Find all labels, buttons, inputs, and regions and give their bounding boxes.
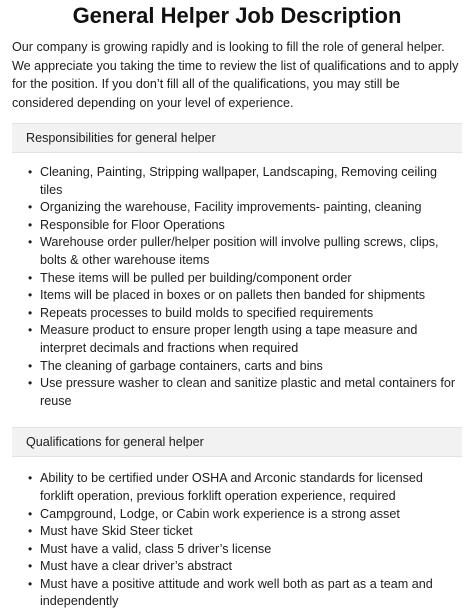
bullet-icon: •	[28, 235, 33, 250]
bullet-icon: •	[28, 305, 33, 320]
bullet-icon: •	[28, 524, 33, 539]
bullet-icon: •	[28, 358, 33, 373]
intro-paragraph: Our company is growing rapidly and is looking to fill the role of general helper. We appreciate you taking the time to review the list of qualifications and to apply for the position. If you don’t fill all of the qualifications, you may still be considered depending on your level of experience.	[12, 40, 459, 110]
list-item: • Ability to be certified under OSHA and Arconic standards for licensed forklift operation, previous forklift operation experience, required	[28, 471, 423, 503]
list-item: • Must have a positive attitude and work well both as part as a team and independently	[28, 576, 433, 609]
list-item: • Cleaning, Painting, Stripping wallpaper, Landscaping, Removing ceiling tiles	[28, 165, 437, 197]
list-item: • Warehouse order puller/helper position will involve pulling screws, clips, bolts & other warehouse items	[28, 235, 439, 267]
list-item: • Organizing the warehouse, Facility improvements- painting, cleaning	[40, 199, 462, 217]
list-item: • Campground, Lodge, or Cabin work experience is a strong asset	[40, 506, 462, 524]
bullet-icon: •	[28, 559, 33, 574]
list-item: • Responsible for Floor Operations	[40, 217, 462, 235]
bullet-icon: •	[28, 541, 33, 556]
list-item: • Must have a valid, class 5 driver’s license	[40, 541, 462, 559]
bullet-icon: •	[28, 576, 33, 591]
bullet-icon: •	[28, 270, 33, 285]
bullet-icon: •	[28, 217, 33, 232]
list-item: • Repeats processes to build molds to specified requirements	[40, 305, 462, 323]
bullet-icon: •	[28, 200, 33, 215]
qualifications-list	[12, 470, 462, 611]
bullet-icon: •	[28, 288, 33, 303]
list-item: • Measure product to ensure proper length using a tape measure and interpret decimals and fractions when required	[28, 323, 418, 355]
list-item: • Items will be placed in boxes or on pallets then banded for shipments	[40, 287, 462, 305]
qualifications-header: Qualifications for general helper	[12, 427, 462, 457]
list-item: • These items will be pulled per building/component order	[40, 270, 462, 288]
list-item: • The cleaning of garbage containers, carts and bins	[40, 358, 462, 376]
list-item: • Must have a clear driver’s abstract	[40, 558, 462, 576]
bullet-icon: •	[28, 471, 33, 486]
bullet-icon: •	[28, 506, 33, 521]
page-title: General Helper Job Description	[72, 3, 402, 28]
list-item: • Must have Skid Steer ticket	[40, 523, 462, 541]
bullet-icon: •	[28, 165, 33, 179]
responsibilities-list	[12, 164, 462, 410]
list-item: • Use pressure washer to clean and sanitize plastic and metal containers for reuse	[28, 376, 456, 408]
responsibilities-header: Responsibilities for general helper	[12, 123, 462, 153]
bullet-icon: •	[28, 376, 33, 391]
bullet-icon: •	[28, 323, 33, 338]
